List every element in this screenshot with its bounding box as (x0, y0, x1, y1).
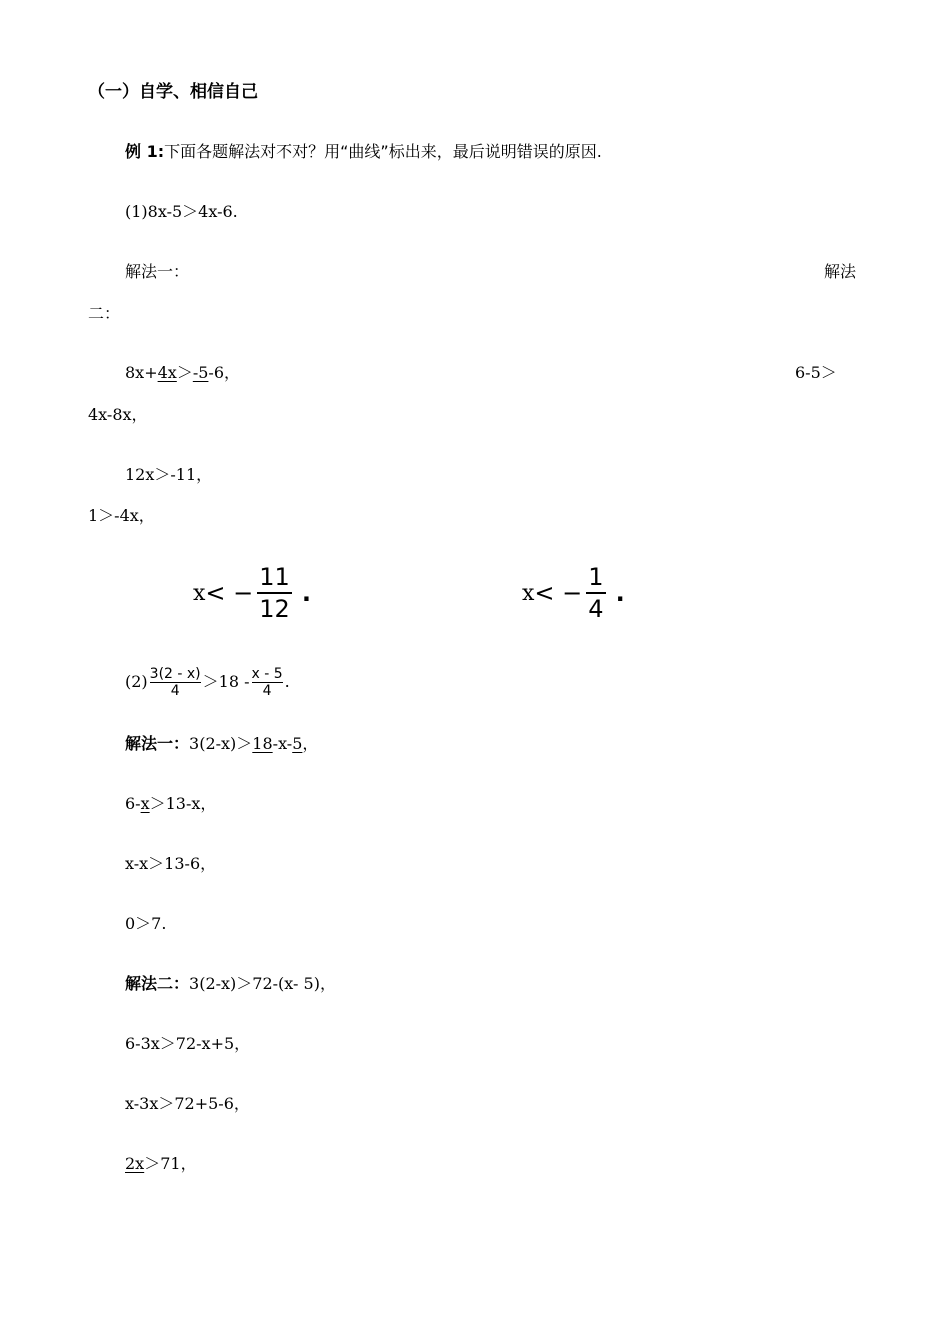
step-text: ＞71， (144, 1154, 197, 1173)
lhs-fraction (150, 666, 201, 699)
p1-m2-step1: 6-5＞ (795, 363, 837, 382)
method-label: 解法一： (125, 734, 190, 753)
step-text: 3(2-x)＞ (189, 734, 253, 753)
math-period: . (615, 579, 625, 607)
step-text: 6- (125, 794, 141, 813)
math-sign: < − (534, 579, 583, 607)
denominator: 4 (150, 682, 201, 699)
step-text: -6， (208, 363, 241, 382)
math-var: x (522, 580, 535, 606)
underlined-term: -5 (192, 363, 209, 382)
underlined-term: 18 (252, 734, 273, 753)
numerator: 3(2 - x) (149, 666, 201, 682)
p2-m2-step3: x-3x＞72+5-6， (125, 1094, 250, 1113)
p2-m1-step1 (125, 734, 318, 754)
problem-number: (2) (125, 672, 148, 691)
p1-m2-step2: 1＞-4x， (88, 506, 155, 525)
math-period: . (284, 672, 290, 691)
p2-m2-step4 (125, 1154, 197, 1174)
p2-m1-step2 (125, 794, 216, 814)
p1-m2-step1-wrap: 4x-8x， (88, 405, 148, 424)
math-period: . (301, 579, 311, 607)
numerator: 1 (588, 563, 604, 591)
p2-m2-step1 (125, 974, 336, 994)
step-text: -x- (272, 734, 293, 753)
p1-m1-step2: 12x＞-11， (125, 465, 213, 484)
section-heading: （一）自学、相信自己 (88, 82, 258, 102)
step-text: 8x+ (125, 363, 158, 382)
underlined-term: 5 (292, 734, 303, 753)
p1-method1-label: 解法一： (125, 262, 190, 281)
problem-1-statement: (1)8x-5＞4x-6. (125, 202, 238, 221)
p1-m1-step1 (125, 363, 240, 383)
step-text: ， (302, 734, 319, 753)
example-label: 例 1: (125, 142, 165, 161)
math-text: ＞18 - (202, 672, 250, 691)
denominator: 4 (252, 682, 283, 699)
rhs-fraction (252, 666, 283, 699)
method-label: 解法二： (125, 974, 190, 993)
p2-m1-step4: 0＞7. (125, 914, 167, 933)
numerator: 11 (259, 563, 290, 591)
step-text: ＞13-x， (149, 794, 217, 813)
step-text: 3(2-x)＞72-(x- 5)， (189, 974, 336, 993)
example-1 (125, 142, 602, 162)
problem-2-statement (125, 662, 290, 702)
p2-m2-step2: 6-3x＞72-x+5， (125, 1034, 251, 1053)
p1-m1-result (193, 565, 311, 621)
fraction (586, 565, 605, 621)
p1-method2-label: 解法 (824, 262, 857, 281)
example-prompt: 下面各题解法对不对？用“曲线”标出来，最后说明错误的原因. (164, 142, 602, 161)
step-text: ＞ (176, 363, 193, 382)
numerator: x - 5 (251, 666, 283, 682)
p1-m2-result (522, 565, 625, 621)
p2-m1-step3: x-x＞13-6， (125, 854, 217, 873)
underlined-term: 4x (157, 363, 177, 382)
math-var: x (193, 580, 206, 606)
p1-method2-label-wrap: 二： (88, 304, 121, 323)
underlined-term: x (140, 794, 150, 813)
underlined-term: 2x (125, 1154, 145, 1173)
math-sign: < − (205, 579, 254, 607)
fraction (257, 565, 292, 621)
denominator: 4 (586, 592, 605, 621)
denominator: 12 (257, 592, 292, 621)
